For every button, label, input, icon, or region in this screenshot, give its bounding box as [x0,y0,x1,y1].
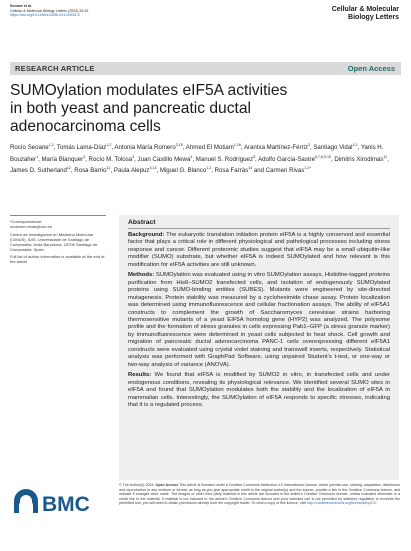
title-line-2: in both yeast and pancreatic ductal [10,100,251,117]
article-type-label: RESEARCH ARTICLE [15,64,95,73]
abstract-background [128,232,390,269]
abstract-body [128,232,390,412]
abstract-title: Abstract [128,219,156,226]
author-affiliation-sup: 1,16 [233,143,241,147]
author-name: Ahmed El Motiam [185,144,234,152]
author-affiliation-sup: 1,2* [304,166,311,171]
license-copyright: © The Author(s) 2024. [119,483,156,487]
author-name: Rosa Barrio [74,167,107,175]
author-name: Carmen Rivas [265,167,305,175]
author-name: María Blanquer [41,155,84,163]
author-affiliation-sup: 5 [253,154,255,159]
author-affiliation-sup: 1,2 [48,143,54,147]
correspondence-label: *Correspondence: [10,219,43,224]
author-affiliation-sup: 12 [66,166,71,171]
license-link[interactable]: http://creativecommons.org/licenses/by/4.0/ [307,501,377,506]
methods-text: SUMOylation was evaluated using in vitro SUMOylation assays, Histidine-tagged proteins purification from His6–SUMO2 transfected cells, and isolation of endogenously SUMOylated proteins using SUMO-binding entities (SUBES). Mutants were engineered by site-directed mutagenesis. Protein stability was measured by a cycloheximide chase assay. Protein localization was determined using immunofluorescence and cellular fractionation assays. The ability of eIF5A1 constructs to complement the growth of Saccharomyces cerevisiae strains harboring thermosensitive mutants of a yeast EIF5A homolog gene (HYP2) was analyzed. The polysome profile and the formation of stress granules in cells expressing Pab1–GFP (a stress granule marker) by immunofluorescence were determined in yeast cells subjected to heat shock. Cell growth and migration of pancreatic ductal adenocarcinoma PANC-1 cells overexpressing different eIF5A1 constructs were evaluated using crystal violet staining and transwell inserts, respectively. Statistical analysis was performed with GraphPad Software, using unpaired Student’s t-test, or one-way or two-way analysis of variance (ANOVA). [128,272,390,368]
author-name: James D. Sutherland [10,167,67,175]
author-name: Miguel G. Blanco [159,167,207,175]
open-access-label: Open Access [347,64,395,73]
author-list: Rocío Seoane$^{1,2}$, Tomás Lama-Díaz$^{1,2}$, Antonia María Romero$^{3,15}$, Ahmed El Motiam$^{1,16}$, Arantxa Martínez-Férriz$^3$, Santiago Vidal$^{1,2}$, Yanis H. Bouzaher$^1$, María Blanquer$^3$, Rocío M. Tolosa$^3$, Juan Castillo Mewa$^4$, Manuel S. Rodríguez$^5$, Adolfo García-Sastre$^{6,7,8,9,10}$, Dimitris Xirodimas$^{11}$, James D. Sutherland$^{12}$, Rosa Barrio$^{12}$, Paula Alepuz$^{3,13}$, Miguel G. Blanco$^{1,2}$, Rosa Farràs$^{14}$ and Carmen Rivas$^{1,2*}$ [10,143,389,175]
article-type-banner [10,62,401,75]
author-affiliation-sup: 14 [248,166,253,171]
results-text: We found that eIF5A is modified by SUMO2 in vitro, in transfected cells and under endogenous conditions, revealing its physiological relevance. We identified several SUMO sites in eIF5A and found that SUMOylation modulates both the stability and the localization of eIF5A in mammalian cells. Interestingly, the SUMOylation of eIF5A responds to specific stresses, indicating that it is a regulated process. [128,372,390,408]
title-line-1: SUMOylation modulates eIF5A activities [10,82,288,99]
author-name: Rosa Farràs [214,167,249,175]
running-header-authors: Seoane et al. [10,4,32,8]
author-affiliation-sup: 11 [383,154,388,159]
sidebar-divider-top [10,215,106,216]
author-affiliation-sup: 6,7,8,9,10 [314,154,331,159]
author-affiliation-sup: 1,2 [206,166,212,171]
author-affiliation-sup: 1 [36,154,39,159]
author-affiliation-sup: 3 [132,154,135,159]
abstract-box [119,215,399,480]
sidebar-info [10,212,106,264]
author-affiliation-sup: 3,13 [149,166,157,171]
journal-citation: Cellular & Molecular Biology Letters [10,8,67,13]
background-text: The eukaryotic translation initiation protein eIF5A is a highly conserved and essential factor that plays a critical role in different physiological and pathological processes including stress response and cancer. Different proteomic studies suggest that eIF5A may be a small ubiquitin-like modifier (SUMO) substrate, but whether eIF5A is indeed SUMOylated and how relevant is this modification for eIF5A activities are still unknown. [128,232,390,268]
author-name: Arantxa Martínez-Férriz [243,144,308,152]
bmc-logo-text: BMC [42,493,90,516]
author-affiliation-sup: 3,15 [175,143,183,147]
correspondence-email[interactable]: mcarmen.rivas@usc.es [10,224,52,229]
license-body: This article is licensed under a Creative Commons Attribution 4.0 International License, which permits use, sharing, adaptation, distribution and reproduction in any medium or format, as long as you give appropriate credit to the original author(s) and the source, provide a link to the Creative Commons licence, and indicate if changes were made. The images or other third party material in this article are included in the article’s Creative Commons licence, unless indicated otherwise in a credit line to the material. If material is not included in the article’s Creative Commons licence and your intended use is not permitted by statutory regulation or exceeds the permitted use, you will need to obtain permission directly from the copyright holder. To view a copy of this licence, visit [119,483,401,506]
author-affiliation-sup: 1,2 [106,143,112,147]
journal-name-line1: Cellular & Molecular [331,6,399,13]
author-affiliation-sup: 12 [106,166,111,171]
journal-name [332,6,399,22]
author-name: Adolfo García-Sastre [258,155,315,163]
author-affiliation-sup: 3 [83,154,86,159]
background-label: Background: [128,232,165,238]
license-text [119,483,400,506]
year-pages: (2024) 29:15 [67,8,89,13]
abstract-divider [128,228,390,229]
results-label: Results: [128,372,152,379]
author-name: Juan Castillo Mewa [137,155,191,163]
abstract-methods [128,272,390,369]
article-title [10,82,400,136]
doi-link[interactable]: https://doi.org/10.1186/s11658-024-00533-5 [10,13,80,18]
bmc-logo [12,487,112,522]
author-name: Tomás Lama-Díaz [56,144,107,152]
methods-label: Methods: [128,272,155,279]
more-info-text: Full list of author information is available at the end of the article [10,254,105,264]
author-name: Yanis H. Bouzaher [10,144,384,163]
author-name: Rocío M. Tolosa [88,155,133,163]
title-line-3: adenocarcinoma cells [10,118,161,135]
running-header [10,4,150,18]
author-name: Manuel S. Rodríguez [195,155,253,163]
journal-name-line2: Biology Letters [348,14,399,22]
author-name: Santiago Vidal [313,144,353,152]
author-affiliation-sup: 3 [307,143,310,147]
license-end: . [376,501,378,506]
author-name: Paula Alepuz [113,167,150,175]
author-name: Dimitris Xirodimas [334,155,384,163]
author-name: Antonia María Romero [114,144,176,152]
affiliation-text: Centro de Investigación en Medicina Molecular (CIMUS), IDIS, Universidade de Santiago de Compostela, Avda Barcelona, 15706 Santiago de Compostela, Spain [10,232,98,252]
author-affiliation-sup: 1,2 [352,143,358,147]
author-affiliation-sup: 4 [190,154,193,159]
author-name: Rocío Seoane [10,144,49,152]
bmc-logo-graphic [12,487,112,517]
license-open-access: Open Access [155,483,179,487]
abstract-results [128,372,390,409]
